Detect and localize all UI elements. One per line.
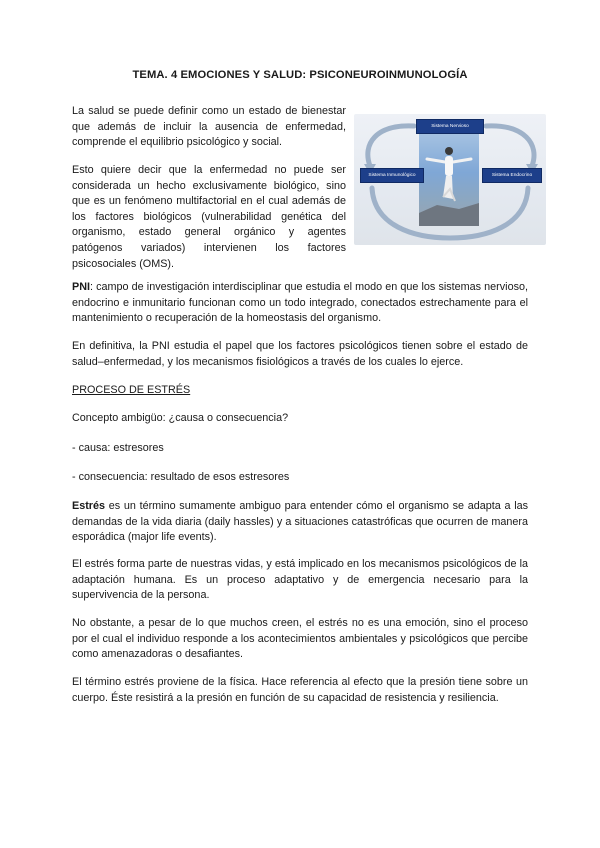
concept-question: Concepto ambigüo: ¿causa o consecuencia? xyxy=(72,412,289,424)
pni-paragraph xyxy=(72,280,528,327)
estres-term: Estrés xyxy=(72,500,106,512)
person-silhouette xyxy=(419,129,479,226)
meditation-photo xyxy=(419,129,479,226)
intro-paragraph-2: Esto quiere decir que la enfermedad no puede ser considerada un hecho exclusivamente biológico, sino que es un fenómeno multifactorial en el cual además de los factores biológicos (vulnerabilidad genética del organismo, estado general orgánico y agentes patógenos variados) intervienen los factores psicosociales (OMS). xyxy=(72,164,346,270)
adaptation-paragraph: El estrés forma parte de nuestras vidas, y está implicado en los mecanismos psicológicos de la adaptación humana. Es un proceso adaptativo y de emergencia necesario para la supervivencia de la persona. xyxy=(72,558,528,602)
concept-cause: - causa: estresores xyxy=(72,442,164,454)
intro-paragraph-1: La salud se puede definir como un estado de bienestar que además de incluir la ausencia de enfermedad, comprende el equilibrio psicológico y social. xyxy=(72,105,346,149)
pni-term: PNI xyxy=(72,281,90,293)
section-heading: PROCESO DE ESTRÉS xyxy=(72,384,191,396)
endocrine-system-label: Sistema Endocrino xyxy=(482,168,542,183)
pni-diagram xyxy=(354,114,546,245)
concept-consequence: - consecuencia: resultado de esos estresores xyxy=(72,471,290,483)
estres-definition-paragraph xyxy=(72,499,528,546)
conclusion-paragraph: En definitiva, la PNI estudia el papel que los factores psicológicos tienen sobre el estado de salud–enfermedad, y los mecanismos fisiológicos a través de los cuales lo ejerce. xyxy=(72,340,528,368)
nervous-system-label: Sistema Nervioso xyxy=(416,119,484,134)
estres-definition: es un término sumamente ambiguo para entender cómo el organismo se adapta a las demandas de la vida diaria (daily hassles) y a situaciones catastróficas que ocurren de manera esporádica (major life events). xyxy=(72,500,528,544)
immune-system-label: Sistema Inmunológico xyxy=(360,168,424,183)
pni-definition: : campo de investigación interdisciplinar que estudia el modo en que los sistemas nervioso, endocrino e inmunitario funcionan como un todo integrado, conectados estrechamente para el mantenimiento o recuperación de la homeostasis del organismo. xyxy=(72,281,528,325)
page-title: TEMA. 4 EMOCIONES Y SALUD: PSICONEUROINMUNOLOGÍA xyxy=(132,69,468,81)
physics-origin-paragraph: El término estrés proviene de la física. Hace referencia al efecto que la presión tiene sobre un cuerpo. Éste resistirá a la presión en función de su capacidad de resistencia y resiliencia. xyxy=(72,676,528,704)
not-emotion-paragraph: No obstante, a pesar de lo que muchos creen, el estrés no es una emoción, sino el proceso por el cual el individuo responde a los acontecimientos ambientales y psicológicos que percibe como amenazadoras o desafiantes. xyxy=(72,617,528,661)
